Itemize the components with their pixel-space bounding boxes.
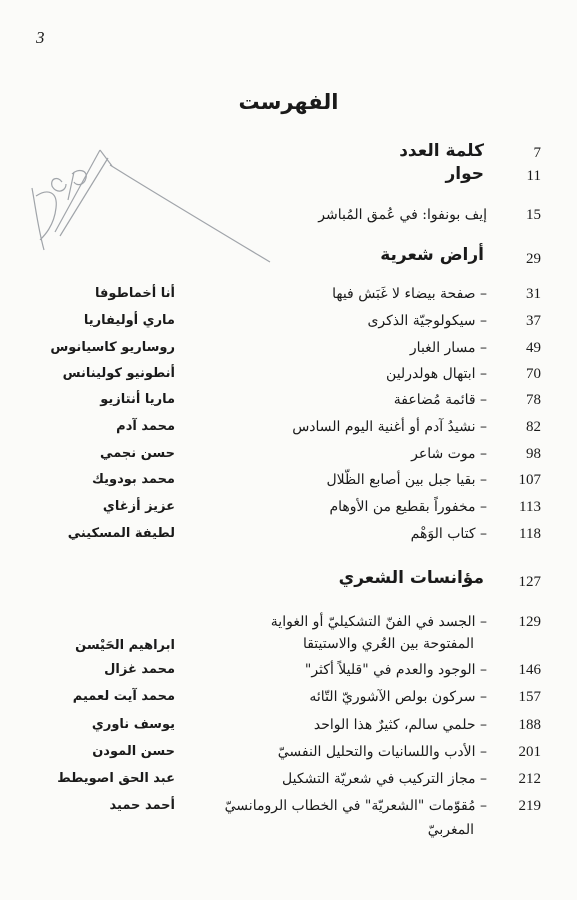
section-page: 11 xyxy=(526,168,541,184)
toc-entry xyxy=(0,689,577,711)
toc-entry xyxy=(0,286,577,308)
entry-title: – صفحة بيضاء لا غَبَش فيها xyxy=(332,286,487,302)
page-number: 3 xyxy=(36,28,45,47)
entry-title: – الوجود والعدم في "قليلاً أكثر" xyxy=(304,662,487,678)
entry-title: – كتاب الوَهْم xyxy=(410,526,487,542)
entry-author: لطيفة المسكيني xyxy=(67,526,175,541)
toc-entry xyxy=(0,771,577,793)
entry-page: 31 xyxy=(526,286,541,302)
entry-author: ماريا أنتازيو xyxy=(100,392,175,407)
toc-entry xyxy=(0,366,577,388)
toc-entry xyxy=(0,499,577,521)
toc-entry xyxy=(0,340,577,362)
toc-entry xyxy=(0,392,577,414)
entry-title: – سركون بولص الآشوريّ التّائه xyxy=(309,689,487,705)
entry-title: – موت شاعر xyxy=(411,446,487,462)
entry-page: 113 xyxy=(519,499,541,515)
entry-title: – ابتهال هولدرلين xyxy=(386,366,487,382)
section-title: أراض شعرية xyxy=(380,245,484,265)
entry-author: أحمد حميد xyxy=(109,798,175,813)
entry-title: – حلمي سالم، كثيرٌ هذا الواحد xyxy=(313,717,487,733)
entry-title: – مُقوّمات "الشعريّة" في الخطاب الرومانسيّ xyxy=(224,798,487,814)
entry-author: محمد غزال xyxy=(104,662,175,677)
section-row xyxy=(0,166,577,188)
entry-page: 107 xyxy=(518,472,541,488)
toc-entry xyxy=(0,446,577,468)
toc-entry xyxy=(0,419,577,441)
toc-entry xyxy=(0,798,577,842)
entry-title-continued: المفتوحة بين العُري والاستيتقا xyxy=(302,636,474,652)
toc-entry xyxy=(0,744,577,766)
toc-entry xyxy=(0,207,577,229)
entry-author: أنا أخماطوفا xyxy=(95,286,175,301)
entry-page: 70 xyxy=(526,366,541,382)
toc-entry xyxy=(0,614,577,658)
entry-title-continued: المغربيّ xyxy=(427,822,474,838)
entry-author: ماري أوليفاريا xyxy=(83,313,175,328)
entry-title: – الأدب واللسانيات والتحليل النفسيّ xyxy=(277,744,487,760)
entry-page: 129 xyxy=(518,614,541,630)
toc-entry xyxy=(0,662,577,684)
toc-entry xyxy=(0,717,577,739)
entry-page: 15 xyxy=(526,207,541,223)
entry-title: – سيكولوجيّة الذكرى xyxy=(367,313,487,329)
entry-page: 118 xyxy=(519,526,541,542)
entry-author: محمد آدم xyxy=(116,419,175,434)
section-page: 127 xyxy=(518,574,541,590)
entry-page: 188 xyxy=(518,717,541,733)
entry-page: 37 xyxy=(526,313,541,329)
section-page: 29 xyxy=(526,251,541,267)
entry-page: 98 xyxy=(526,446,541,462)
entry-author: حسن نجمي xyxy=(100,446,175,461)
entry-title: – مسار الغبار xyxy=(409,340,487,356)
entry-title: – نشيدُ آدم أو أغنية اليوم السادس xyxy=(292,419,487,435)
entry-author: حسن المودن xyxy=(92,744,175,759)
toc-entry xyxy=(0,472,577,494)
entry-title: – بقيا جبل بين أصابع الظّلال xyxy=(326,472,487,488)
entry-author: ابراهيم الحَيْسن xyxy=(75,638,175,653)
entry-page: 49 xyxy=(526,340,541,356)
entry-page: 82 xyxy=(526,419,541,435)
entry-title: – مخفوراً بقطيع من الأوهام xyxy=(329,499,487,515)
entry-page: 146 xyxy=(518,662,541,678)
entry-author: عزيز أزغاي xyxy=(102,499,175,514)
entry-title: – الجسد في الفنّ التشكيليّ أو الغواية xyxy=(270,614,487,630)
section-title: حوار xyxy=(445,164,484,184)
toc-entry xyxy=(0,313,577,335)
entry-author: روساريو كاسيانوس xyxy=(50,340,175,355)
section-title: مؤانسات الشعري xyxy=(338,568,484,588)
page-title: الفهرست xyxy=(238,90,339,114)
entry-page: 157 xyxy=(518,689,541,705)
entry-author: محمد بودويك xyxy=(92,472,175,487)
entry-author: عبد الحق اصويطط xyxy=(57,771,175,786)
entry-page: 201 xyxy=(518,744,541,760)
section-title: كلمة العدد xyxy=(399,141,484,161)
entry-author: أنطونيو كولينانس xyxy=(62,366,175,381)
entry-title: – قائمة مُضاعفة xyxy=(393,392,487,408)
entry-title: إيف بونفوا: في عُمق المُباشر xyxy=(318,207,487,223)
entry-title: – مجاز التركيب في شعريّة التشكيل xyxy=(282,771,487,787)
section-row xyxy=(0,570,577,592)
entry-page: 219 xyxy=(518,798,541,814)
section-page: 7 xyxy=(533,145,541,161)
entry-author: محمد آيت لعميم xyxy=(72,689,175,704)
entry-page: 78 xyxy=(526,392,541,408)
toc-entry xyxy=(0,526,577,548)
section-row xyxy=(0,247,577,269)
entry-page: 212 xyxy=(518,771,541,787)
entry-author: يوسف ناوري xyxy=(91,717,175,732)
section-row xyxy=(0,143,577,165)
